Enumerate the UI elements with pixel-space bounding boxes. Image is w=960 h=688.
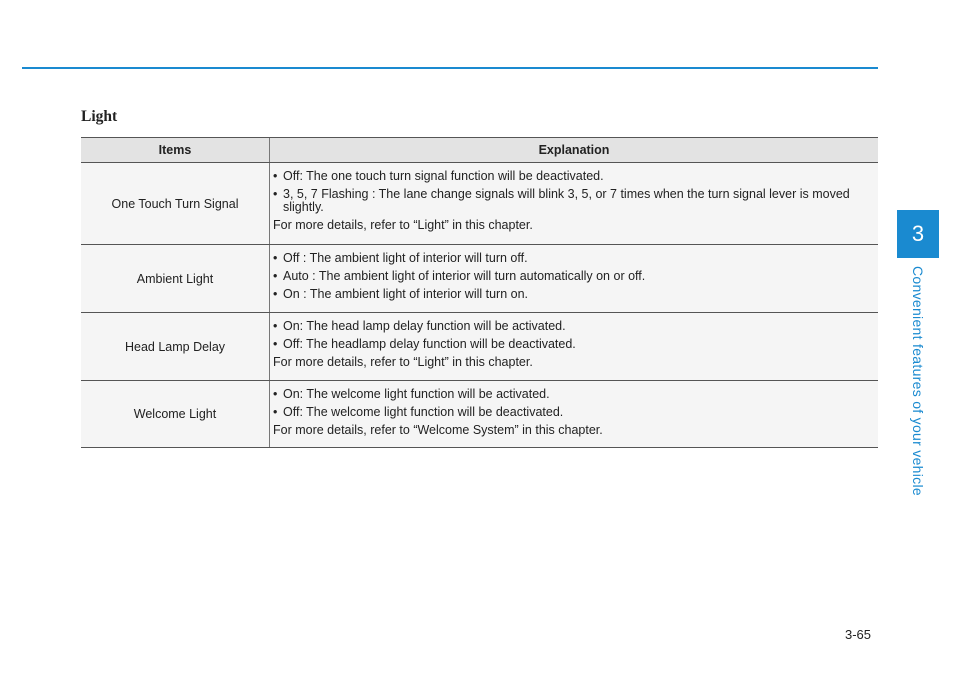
bullet-item: • On: The head lamp delay function will be activated. [273,319,566,333]
bullet-dot: • [273,319,278,333]
row-item-label: Head Lamp Delay [124,339,226,354]
bullet-dot: • [273,269,278,283]
bullet-dot: • [273,251,278,265]
bullet-item: • Off: The one touch turn signal function will be deactivated. [273,169,604,183]
section-title: Light [81,108,118,125]
bullet-item: • On : The ambient light of interior will turn on. [273,287,529,301]
bullet-dot: • [273,387,278,401]
row-explanation [269,245,878,312]
bullet-item: • 3, 5, 7 Flashing : The lane change signals will blink 3, 5, or 7 times when the turn signal lever is moved slightly. [273,187,850,214]
bullet-dot: • [273,337,278,351]
bullet-dot: • [273,169,278,183]
chapter-tab: 3 [897,210,939,258]
bullet-item: • On: The welcome light function will be activated. [273,387,550,401]
row-item-label: Ambient Light [136,271,214,286]
row-explanation [269,163,878,244]
row-explanation [269,313,878,380]
bullet-item: • Auto : The ambient light of interior will turn automatically on or off. [273,269,646,283]
row-note: For more details, refer to “Light” in this chapter. [273,218,533,232]
bullet-dot: • [273,187,278,201]
table-row [81,163,878,245]
table-row [81,245,878,313]
settings-table [81,137,878,448]
bullet-dot: • [273,405,278,419]
top-rule [22,67,878,69]
bullet-dot: • [273,287,278,301]
row-note: For more details, refer to “Welcome System” in this chapter. [273,423,603,437]
bullet-item: • Off : The ambient light of interior will turn off. [273,251,528,265]
chapter-title: Convenient features of your vehicle [910,266,926,496]
bullet-item: • Off: The welcome light function will be deactivated. [273,405,564,419]
page-number: 3-65 [845,627,872,642]
table-header [81,138,878,163]
row-item-label: One Touch Turn Signal [111,196,239,211]
bullet-item: • Off: The headlamp delay function will be deactivated. [273,337,576,351]
row-explanation [269,381,878,447]
row-item-label: Welcome Light [133,407,217,421]
table-row [81,313,878,381]
row-note: For more details, refer to “Light” in this chapter. [273,355,533,369]
table-row [81,381,878,448]
header-explanation: Explanation [269,138,878,162]
header-items: Items [158,143,192,157]
